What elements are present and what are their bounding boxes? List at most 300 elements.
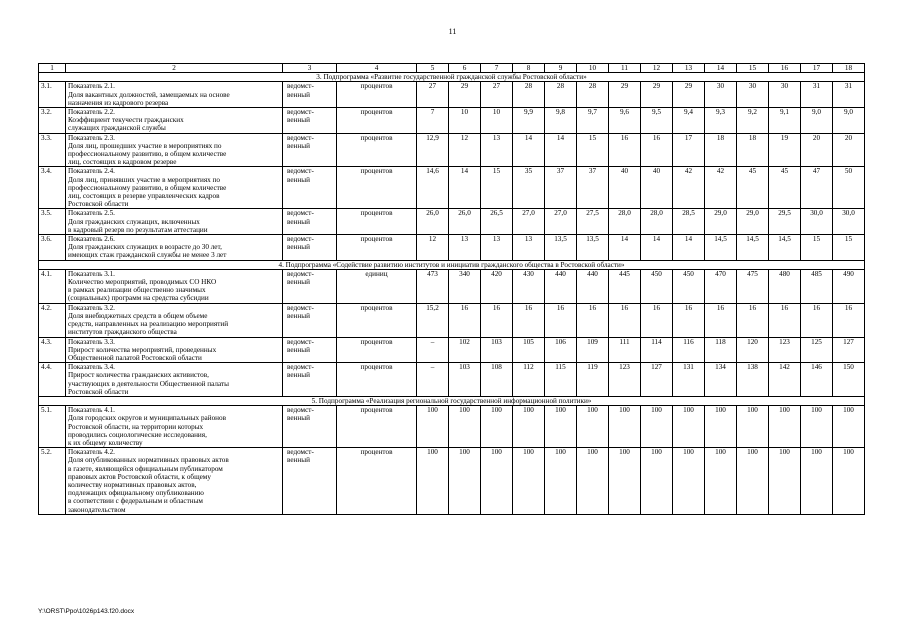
indicator-type-line: венный <box>287 345 310 354</box>
indicator-name-line: Доля вакантных должностей, замещаемых на основе <box>68 90 230 99</box>
indicator-name-line: в кадровый резерв по результатам аттестации <box>68 225 208 234</box>
value-cell: 27,5 <box>577 209 609 235</box>
indicator-name <box>66 269 283 303</box>
unit-cell: процентов <box>337 448 417 515</box>
indicator-type <box>283 82 337 108</box>
value-cell: 16 <box>705 303 737 337</box>
indicator-type <box>283 167 337 209</box>
indicator-type-line: ведомст- <box>287 448 314 457</box>
indicator-type <box>283 235 337 261</box>
value-cell: 28,0 <box>609 209 641 235</box>
indicator-type-line: венный <box>287 243 310 252</box>
header-cell: 2 <box>66 64 283 73</box>
value-cell: 9,4 <box>673 108 705 134</box>
unit-cell: процентов <box>337 82 417 108</box>
value-cell: 31 <box>833 82 865 108</box>
value-cell: 16 <box>449 303 481 337</box>
indicator-type-line: ведомст- <box>287 406 314 415</box>
value-cell: 28 <box>577 82 609 108</box>
value-cell: 100 <box>705 406 737 448</box>
value-cell: 37 <box>577 167 609 209</box>
value-cell: 340 <box>449 269 481 303</box>
value-cell: 47 <box>801 167 833 209</box>
indicator-type <box>283 303 337 337</box>
value-cell: 27 <box>417 82 449 108</box>
indicator-type-line: венный <box>287 414 310 423</box>
value-cell: 111 <box>609 337 641 363</box>
indicator-type-line: ведомст- <box>287 133 314 142</box>
section-title: 3. Подпрограмма «Развитие государственной гражданской службы Ростовской области» <box>39 73 865 82</box>
indicator-name-line: Доля гражданских служащих, включенных <box>68 217 200 226</box>
indicator-name-line: Показатель 2.6. <box>68 235 115 244</box>
value-cell: 119 <box>577 363 609 397</box>
value-cell: 9,8 <box>545 108 577 134</box>
value-cell: 31 <box>801 82 833 108</box>
value-cell: 40 <box>609 167 641 209</box>
indicator-type-line: венный <box>287 90 310 99</box>
value-cell: 100 <box>481 448 513 515</box>
value-cell: 12 <box>417 235 449 261</box>
value-cell: 123 <box>609 363 641 397</box>
indicator-name-line: проводились социологические исследования, <box>68 430 207 439</box>
value-cell: 100 <box>513 406 545 448</box>
row-number: 3.3. <box>39 133 66 167</box>
indicator-type-line: ведомст- <box>287 303 314 312</box>
indicator-name-line: средств, направленных на реализацию мероприятий <box>68 320 229 329</box>
indicator-name-line: Доля городских округов и муниципальных районов <box>68 414 227 423</box>
value-cell: 100 <box>737 406 769 448</box>
value-cell: 100 <box>417 406 449 448</box>
value-cell: 9,6 <box>609 108 641 134</box>
value-cell: 26,0 <box>449 209 481 235</box>
value-cell: 37 <box>545 167 577 209</box>
table-row <box>39 209 865 235</box>
indicator-name-line: лиц, состоящих в резерве управленческих кадров <box>68 192 220 201</box>
indicator-name-line: законодательством <box>68 505 126 514</box>
value-cell: 123 <box>769 337 801 363</box>
value-cell: 430 <box>513 269 545 303</box>
row-number: 3.1. <box>39 82 66 108</box>
row-number: 4.3. <box>39 337 66 363</box>
value-cell: 9,7 <box>577 108 609 134</box>
value-cell: 30,0 <box>801 209 833 235</box>
value-cell: 9,9 <box>513 108 545 134</box>
indicator-type-line: ведомст- <box>287 363 314 372</box>
value-cell: 29 <box>449 82 481 108</box>
header-cell: 12 <box>641 64 673 73</box>
value-cell: 131 <box>673 363 705 397</box>
indicator-type-line: венный <box>287 116 310 125</box>
value-cell: 13,5 <box>545 235 577 261</box>
value-cell: 30,0 <box>833 209 865 235</box>
indicator-name-line: Коэффициент текучести гражданских <box>68 116 184 125</box>
unit-cell: процентов <box>337 303 417 337</box>
value-cell: 470 <box>705 269 737 303</box>
value-cell: 40 <box>641 167 673 209</box>
table-row <box>39 363 865 397</box>
header-cell: 8 <box>513 64 545 73</box>
indicator-name <box>66 167 283 209</box>
indicator-name-line: Прирост количества гражданских активистов, <box>68 371 209 380</box>
value-cell: 105 <box>513 337 545 363</box>
unit-cell: процентов <box>337 337 417 363</box>
value-cell: 29,0 <box>705 209 737 235</box>
row-number: 4.1. <box>39 269 66 303</box>
table-row <box>39 406 865 448</box>
indicator-type-line: венный <box>287 456 310 465</box>
value-cell: 440 <box>545 269 577 303</box>
value-cell: 118 <box>705 337 737 363</box>
indicator-name-line: Показатель 2.2. <box>68 108 115 117</box>
value-cell: 45 <box>769 167 801 209</box>
value-cell: 100 <box>641 448 673 515</box>
value-cell: 16 <box>609 303 641 337</box>
indicator-name-line: количеству нормативных правовых актов, <box>68 480 197 489</box>
value-cell: 100 <box>673 406 705 448</box>
value-cell: 30 <box>737 82 769 108</box>
value-cell: 100 <box>545 448 577 515</box>
header-cell: 9 <box>545 64 577 73</box>
value-cell: 14 <box>545 133 577 167</box>
indicator-name-line: лиц, состоящих в кадровом резерве <box>68 158 177 167</box>
indicator-name-line: в газете, являющейся официальным публикатором <box>68 464 223 473</box>
indicator-name-line: в соответствии с федеральным и областным <box>68 497 203 506</box>
value-cell: 100 <box>449 406 481 448</box>
unit-cell: процентов <box>337 363 417 397</box>
value-cell: 42 <box>673 167 705 209</box>
row-number: 4.4. <box>39 363 66 397</box>
indicator-name-line: Показатель 3.1. <box>68 269 115 278</box>
value-cell: 27 <box>481 82 513 108</box>
value-cell: 100 <box>833 406 865 448</box>
indicator-name-line: Ростовской области, на территории которых <box>68 422 204 431</box>
value-cell: 100 <box>769 448 801 515</box>
indicator-name-line: Показатель 3.4. <box>68 363 115 372</box>
value-cell: – <box>417 337 449 363</box>
indicator-type-line: венный <box>287 141 310 150</box>
value-cell: 100 <box>609 448 641 515</box>
value-cell: 103 <box>449 363 481 397</box>
unit-cell: процентов <box>337 209 417 235</box>
value-cell: 100 <box>577 448 609 515</box>
value-cell: 109 <box>577 337 609 363</box>
indicator-type-line: ведомст- <box>287 108 314 117</box>
value-cell: 16 <box>801 303 833 337</box>
unit-cell: процентов <box>337 406 417 448</box>
value-cell: 27,0 <box>545 209 577 235</box>
unit-cell: единиц <box>337 269 417 303</box>
value-cell: 9,2 <box>737 108 769 134</box>
indicator-name-line: правовых актов Ростовской области, к общему <box>68 472 211 481</box>
value-cell: 480 <box>769 269 801 303</box>
header-cell: 5 <box>417 64 449 73</box>
indicator-name <box>66 448 283 515</box>
value-cell: 27,0 <box>513 209 545 235</box>
value-cell: 35 <box>513 167 545 209</box>
value-cell: 14 <box>513 133 545 167</box>
indicator-name-line: Доля внебюджетных средств в общем объеме <box>68 311 208 320</box>
value-cell: 16 <box>833 303 865 337</box>
value-cell: 100 <box>609 406 641 448</box>
value-cell: 7 <box>417 108 449 134</box>
header-cell: 3 <box>283 64 337 73</box>
indicator-name-line: Показатель 3.2. <box>68 303 115 312</box>
unit-cell: процентов <box>337 108 417 134</box>
value-cell: 30 <box>705 82 737 108</box>
file-path-footer: Y:\ORST\Ppo\1026p143.f20.docx <box>38 608 135 615</box>
indicator-name-line: Показатель 4.1. <box>68 406 115 415</box>
indicator-name-line: Показатель 3.3. <box>68 337 115 346</box>
value-cell: 106 <box>545 337 577 363</box>
value-cell: 15 <box>833 235 865 261</box>
indicator-type-line: венный <box>287 175 310 184</box>
indicator-type-line: ведомст- <box>287 235 314 244</box>
value-cell: 14,5 <box>769 235 801 261</box>
indicator-name-line: Доля лиц, прошедших участие в мероприятиях по <box>68 141 222 150</box>
table-row <box>39 82 865 108</box>
value-cell: 127 <box>833 337 865 363</box>
indicator-name-line: к их общему количеству <box>68 438 143 447</box>
value-cell: 18 <box>737 133 769 167</box>
value-cell: 28 <box>513 82 545 108</box>
value-cell: 16 <box>577 303 609 337</box>
unit-cell: процентов <box>337 235 417 261</box>
value-cell: 13 <box>513 235 545 261</box>
unit-cell: процентов <box>337 167 417 209</box>
value-cell: 115 <box>545 363 577 397</box>
indicator-name <box>66 363 283 397</box>
row-number: 3.2. <box>39 108 66 134</box>
value-cell: 42 <box>705 167 737 209</box>
value-cell: 100 <box>545 406 577 448</box>
unit-cell: процентов <box>337 133 417 167</box>
row-number: 3.4. <box>39 167 66 209</box>
value-cell: 103 <box>481 337 513 363</box>
header-cell: 1 <box>39 64 66 73</box>
section-title: 5. Подпрограмма «Реализация региональной государственной информационной политики» <box>39 396 865 405</box>
header-cell: 10 <box>577 64 609 73</box>
value-cell: 15 <box>481 167 513 209</box>
indicator-name-line: участвующих в деятельности Общественной палаты <box>68 379 229 388</box>
indicator-name-line: Количество мероприятий, проводимых СО НКО <box>68 278 217 287</box>
indicator-name-line: Показатель 2.4. <box>68 167 115 176</box>
value-cell: 26,5 <box>481 209 513 235</box>
value-cell: – <box>417 363 449 397</box>
value-cell: 14 <box>641 235 673 261</box>
header-row <box>39 64 865 73</box>
indicator-name-line: Общественной палатой Ростовской области <box>68 353 202 362</box>
table-row <box>39 133 865 167</box>
indicator-name <box>66 209 283 235</box>
value-cell: 9,0 <box>801 108 833 134</box>
row-number: 3.5. <box>39 209 66 235</box>
value-cell: 485 <box>801 269 833 303</box>
indicator-type <box>283 337 337 363</box>
indicator-name-line: (социальных) программ на средства субсидии <box>68 294 209 303</box>
value-cell: 445 <box>609 269 641 303</box>
value-cell: 14,6 <box>417 167 449 209</box>
indicator-name-line: профессиональному развитию, в общем количестве <box>68 183 227 192</box>
indicator-name-line: Показатель 2.3. <box>68 133 115 142</box>
value-cell: 15 <box>577 133 609 167</box>
value-cell: 116 <box>673 337 705 363</box>
value-cell: 13,5 <box>577 235 609 261</box>
value-cell: 20 <box>801 133 833 167</box>
row-number: 5.2. <box>39 448 66 515</box>
value-cell: 100 <box>417 448 449 515</box>
value-cell: 13 <box>481 133 513 167</box>
value-cell: 16 <box>641 303 673 337</box>
indicator-name-line: Показатель 4.2. <box>68 448 115 457</box>
table-row <box>39 269 865 303</box>
value-cell: 108 <box>481 363 513 397</box>
header-cell: 7 <box>481 64 513 73</box>
indicator-type <box>283 406 337 448</box>
indicator-name-line: Доля опубликованных нормативных правовых актов <box>68 456 229 465</box>
header-cell: 18 <box>833 64 865 73</box>
value-cell: 29 <box>641 82 673 108</box>
row-number: 5.1. <box>39 406 66 448</box>
indicator-name-line: Ростовской области <box>68 200 129 209</box>
table-row <box>39 235 865 261</box>
value-cell: 16 <box>641 133 673 167</box>
indicator-name <box>66 235 283 261</box>
value-cell: 150 <box>833 363 865 397</box>
value-cell: 100 <box>769 406 801 448</box>
row-number: 3.6. <box>39 235 66 261</box>
section-row <box>39 396 865 405</box>
indicator-type-line: венный <box>287 371 310 380</box>
indicator-name <box>66 133 283 167</box>
indicator-name <box>66 406 283 448</box>
header-cell: 16 <box>769 64 801 73</box>
value-cell: 420 <box>481 269 513 303</box>
indicator-name-line: Ростовской области <box>68 387 129 396</box>
value-cell: 100 <box>801 448 833 515</box>
indicator-name-line: Показатель 2.1. <box>68 82 115 91</box>
value-cell: 16 <box>545 303 577 337</box>
value-cell: 18 <box>705 133 737 167</box>
table-row <box>39 337 865 363</box>
value-cell: 120 <box>737 337 769 363</box>
value-cell: 29 <box>609 82 641 108</box>
value-cell: 16 <box>481 303 513 337</box>
indicator-name-line: Доля лиц, принявших участие в мероприятиях по <box>68 175 220 184</box>
value-cell: 15,2 <box>417 303 449 337</box>
value-cell: 100 <box>705 448 737 515</box>
indicators-table <box>38 63 865 515</box>
header-cell: 13 <box>673 64 705 73</box>
value-cell: 100 <box>737 448 769 515</box>
header-cell: 6 <box>449 64 481 73</box>
value-cell: 127 <box>641 363 673 397</box>
table-row <box>39 108 865 134</box>
indicator-name-line: Прирост количества мероприятий, проведенных <box>68 345 217 354</box>
value-cell: 450 <box>673 269 705 303</box>
section-title: 4. Подпрограмма «Содействие развитию институтов и инициатив гражданского общества в Ростовской области» <box>39 260 865 269</box>
value-cell: 114 <box>641 337 673 363</box>
indicator-name-line: профессиональному развитию, в общем количестве <box>68 150 227 159</box>
value-cell: 14 <box>673 235 705 261</box>
value-cell: 134 <box>705 363 737 397</box>
indicator-type <box>283 108 337 134</box>
value-cell: 29 <box>673 82 705 108</box>
indicator-type <box>283 209 337 235</box>
value-cell: 19 <box>769 133 801 167</box>
value-cell: 14,5 <box>737 235 769 261</box>
value-cell: 50 <box>833 167 865 209</box>
value-cell: 14 <box>609 235 641 261</box>
header-cell: 17 <box>801 64 833 73</box>
indicator-name-line: назначения из кадрового резерва <box>68 98 169 107</box>
indicator-type-line: ведомст- <box>287 209 314 218</box>
value-cell: 13 <box>449 235 481 261</box>
indicator-type <box>283 133 337 167</box>
indicator-name <box>66 82 283 108</box>
value-cell: 125 <box>801 337 833 363</box>
indicator-type-line: венный <box>287 278 310 287</box>
table-row <box>39 448 865 515</box>
value-cell: 9,5 <box>641 108 673 134</box>
value-cell: 28 <box>545 82 577 108</box>
value-cell: 102 <box>449 337 481 363</box>
value-cell: 10 <box>449 108 481 134</box>
indicator-name <box>66 108 283 134</box>
value-cell: 14 <box>449 167 481 209</box>
value-cell: 450 <box>641 269 673 303</box>
value-cell: 14,5 <box>705 235 737 261</box>
indicator-name-line: служащих гражданской службы <box>68 124 166 133</box>
value-cell: 138 <box>737 363 769 397</box>
value-cell: 20 <box>833 133 865 167</box>
value-cell: 100 <box>513 448 545 515</box>
value-cell: 100 <box>833 448 865 515</box>
indicator-name-line: подлежащих официальному опубликованию <box>68 489 204 498</box>
indicator-type-line: ведомст- <box>287 167 314 176</box>
value-cell: 30 <box>769 82 801 108</box>
indicator-name-line: в рамках реализации общественно значимых <box>68 286 206 295</box>
value-cell: 12 <box>449 133 481 167</box>
indicator-name <box>66 303 283 337</box>
indicator-type <box>283 269 337 303</box>
value-cell: 9,0 <box>833 108 865 134</box>
value-cell: 9,1 <box>769 108 801 134</box>
value-cell: 112 <box>513 363 545 397</box>
indicator-name-line: Показатель 2.5. <box>68 209 115 218</box>
indicator-name-line: институтов гражданского общества <box>68 328 177 337</box>
value-cell: 146 <box>801 363 833 397</box>
indicator-name-line: имеющих стаж гражданской службы не менее 3 лет <box>68 251 227 260</box>
value-cell: 10 <box>481 108 513 134</box>
value-cell: 142 <box>769 363 801 397</box>
value-cell: 100 <box>641 406 673 448</box>
table-row <box>39 167 865 209</box>
value-cell: 16 <box>673 303 705 337</box>
value-cell: 100 <box>673 448 705 515</box>
value-cell: 490 <box>833 269 865 303</box>
indicator-type-line: ведомст- <box>287 269 314 278</box>
page-number: 11 <box>448 27 457 36</box>
indicator-type-line: ведомст- <box>287 337 314 346</box>
indicator-type-line: ведомст- <box>287 82 314 91</box>
indicator-name-line: Доля гражданских служащих в возрасте до 30 лет, <box>68 243 222 252</box>
header-cell: 4 <box>337 64 417 73</box>
value-cell: 100 <box>801 406 833 448</box>
value-cell: 16 <box>513 303 545 337</box>
header-cell: 14 <box>705 64 737 73</box>
value-cell: 15 <box>801 235 833 261</box>
header-cell: 15 <box>737 64 769 73</box>
